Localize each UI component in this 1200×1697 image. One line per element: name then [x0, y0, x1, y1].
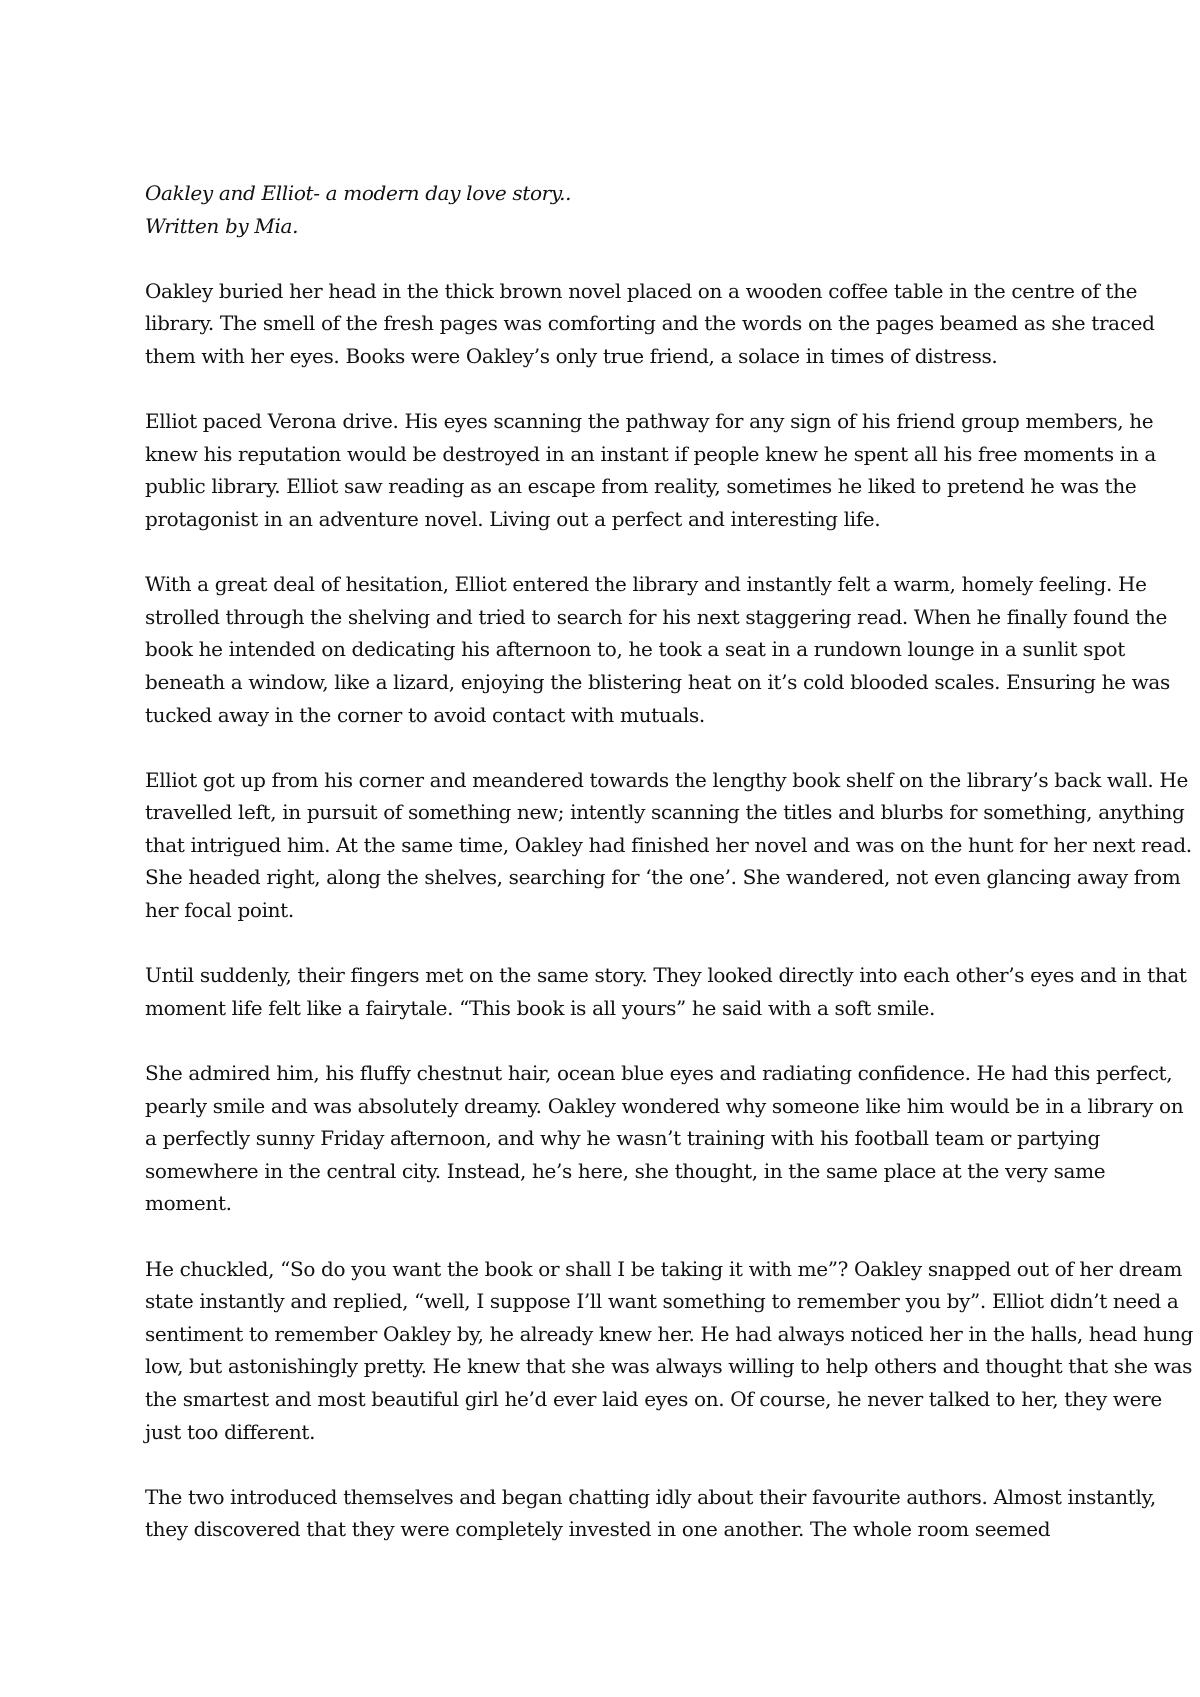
paragraph-4: Elliot got up from his corner and meandered towards the lengthy book shelf on the library’s back wall. He travelled left, in pursuit of something new; intently scanning the titles and blurbs for something, anything that intrigued him. At the same time, Oakley had finished her novel and was on the hunt for her next read. She headed right, along the shelves, searching for ‘the one’. She wandered, not even glancing away from her focal point.	[145, 767, 1192, 923]
paragraph-2: Elliot paced Verona drive. His eyes scanning the pathway for any sign of his friend group members, he knew his reputation would be destroyed in an instant if people knew he spent all his free moments in a public library. Elliot saw reading as an escape from reality, sometimes he liked to pretend he was the protagonist in an adventure novel. Living out a perfect and interesting life.	[145, 409, 1156, 531]
paragraph-3: With a great deal of hesitation, Elliot entered the library and instantly felt a warm, homely feeling. He strolled through the shelving and tried to search for his next staggering read. When he finally found the book he intended on dedicating his afternoon to, he took a seat in a rundown lounge in a sunlit spot beneath a window, like a lizard, enjoying the blistering heat on it’s cold blooded scales. Ensuring he was tucked away in the corner to avoid contact with mutuals.	[145, 572, 1170, 727]
paragraph-7: He chuckled, “So do you want the book or shall I be taking it with me”? Oakley snapped out of her dream state instantly and replied, “well, I suppose I’ll want something to remember you by”. Elliot didn’t need a sentiment to remember Oakley by, he already knew her. He had always noticed her in the halls, head hung low, but astonishingly pretty. He knew that she was always willing to help others and thought that she was the smartest and most beautiful girl he’d ever laid eyes on. Of course, he never talked to her, they were just too different.	[145, 1256, 1194, 1444]
story-title: Oakley and Elliot- a modern day love story..	[145, 181, 572, 205]
story-byline: Written by Mia.	[145, 213, 299, 238]
paragraph-1: Oakley buried her head in the thick brown novel placed on a wooden coffee table in the centre of the library. The smell of the fresh pages was comforting and the words on the pages beamed as she traced them with her eyes. Books were Oakley’s only true friend, a solace in times of distress.	[145, 278, 1155, 368]
document-body	[145, 177, 1195, 1546]
paragraph-5: Until suddenly, their fingers met on the same story. They looked directly into each other’s eyes and in that moment life felt like a fairytale. “This book is all yours” he said with a soft smile.	[145, 963, 1187, 1020]
paragraph-8: The two introduced themselves and began chatting idly about their favourite authors. Almost instantly, they discovered that they were completely invested in one another. The whole room seemed	[145, 1484, 1156, 1542]
paragraph-6: She admired him, his fluffy chestnut hair, ocean blue eyes and radiating confidence. He had this perfect, pearly smile and was absolutely dreamy. Oakley wondered why someone like him would be in a library on a perfectly sunny Friday afternoon, and why he wasn’t training with his football team or partying somewhere in the central city. Instead, he’s here, she thought, in the same place at the very same moment.	[145, 1061, 1184, 1216]
